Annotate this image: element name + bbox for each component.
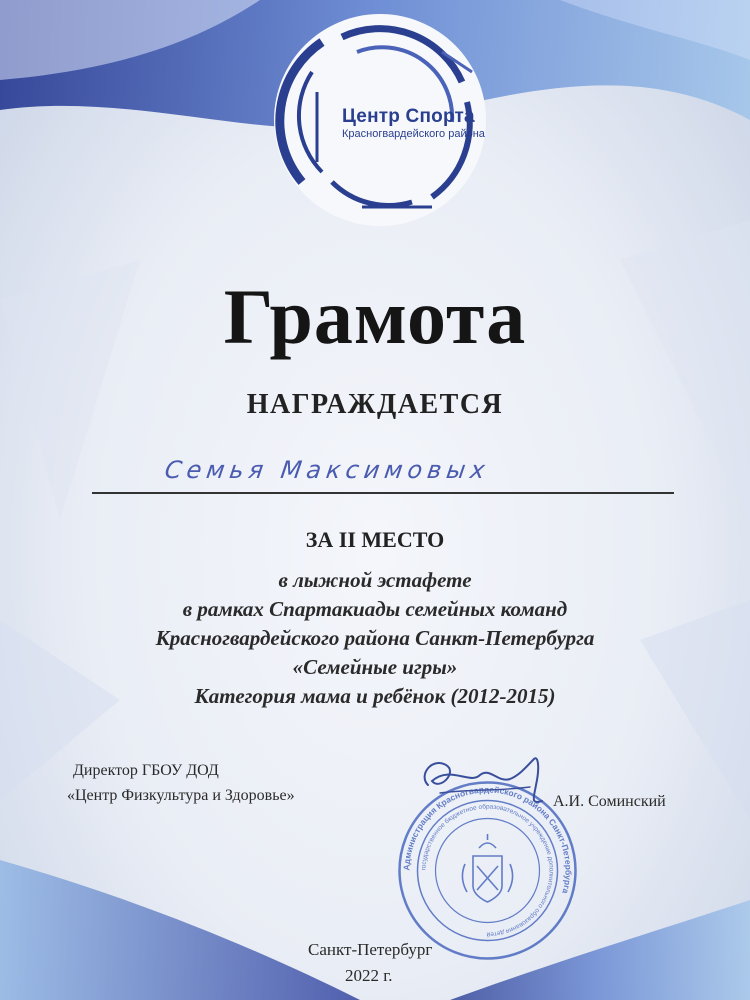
- stamp-outer-text: Администрация Красногвардейского района Санкт-Петербурга: [401, 784, 574, 895]
- description-line: в лыжной эстафете: [278, 568, 472, 592]
- logo-subtitle: Красногвардейского района: [342, 128, 485, 140]
- director-signature: [410, 745, 560, 815]
- place-heading: ЗА II МЕСТО: [305, 527, 445, 552]
- certificate-title: Грамота: [223, 273, 527, 360]
- logo-title: Центр Спорта: [342, 106, 475, 127]
- svg-text:государственное бюджетное обра: [420, 802, 554, 938]
- description-line: «Семейные игры»: [292, 655, 458, 679]
- director-position-line1: Директор ГБОУ ДОД: [73, 762, 219, 779]
- footer-year: 2022 г.: [345, 966, 393, 985]
- stamp-inner-text: государственное бюджетное образовательное учреждение дополнительного образования детей: [420, 803, 555, 938]
- description-line: в рамках Спартакиады семейных команд: [182, 597, 568, 621]
- description-line: Красногвардейского района Санкт-Петербурга: [155, 626, 595, 650]
- recipient-underline: [92, 492, 674, 494]
- bottom-left-wave: [0, 860, 360, 1000]
- recipient-name: Семья Максимовых: [163, 456, 492, 484]
- director-name: А.И. Соминский: [553, 793, 666, 810]
- director-position-line2: «Центр Физкультура и Здоровье»: [67, 787, 295, 804]
- description-line: Категория мама и ребёнок (2012-2015): [194, 684, 556, 708]
- award-description: [0, 566, 750, 711]
- award-heading: НАГРАЖДАЕТСЯ: [246, 389, 504, 420]
- coat-of-arms-icon: [462, 834, 512, 902]
- footer-city: Санкт-Петербург: [308, 940, 433, 959]
